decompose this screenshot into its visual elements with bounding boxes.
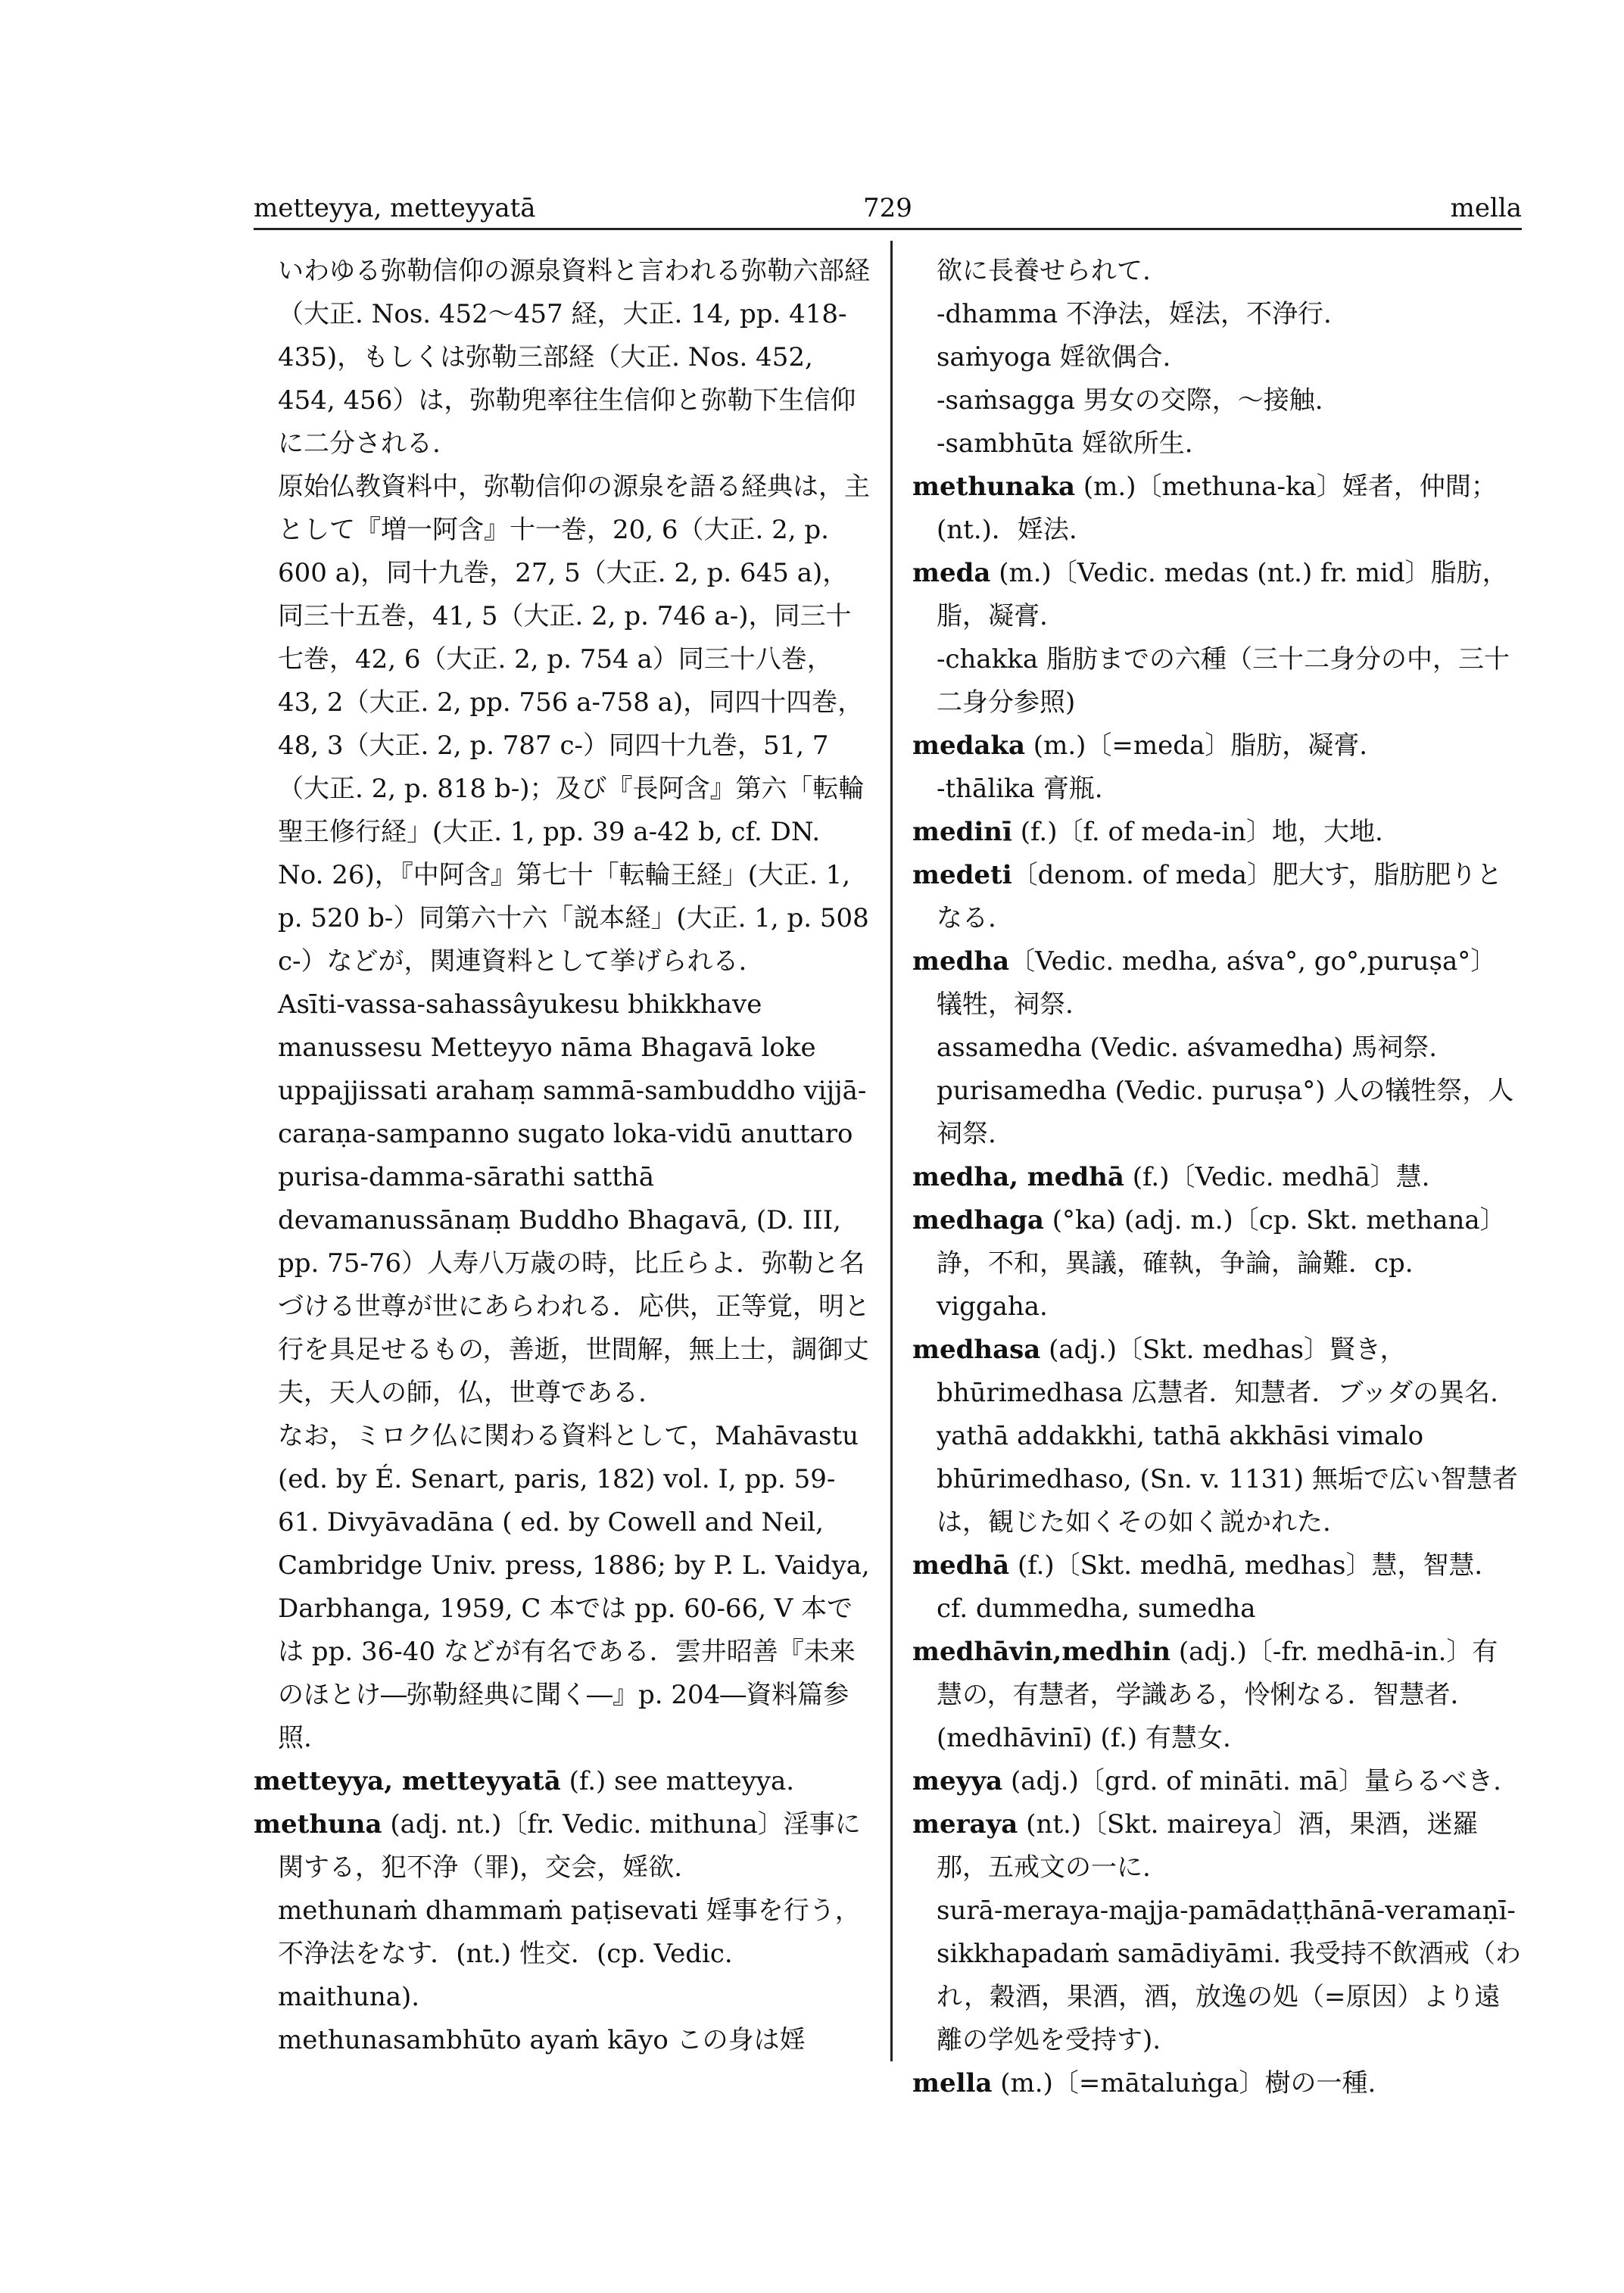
headword: medhāvin,medhin bbox=[912, 1637, 1171, 1667]
headword: medha bbox=[912, 946, 1010, 977]
headword: medhaga bbox=[912, 1205, 1044, 1235]
running-header bbox=[254, 193, 1522, 231]
entry-text: (adj.)〔-fr. medhā-in.〕有慧の，有慧者，学識ある，怜悧なる．智慧者．(medhāvinī) (f.) 有慧女. bbox=[937, 1637, 1498, 1753]
entry-text: (f.)〔f. of meda-in〕地，大地. bbox=[1011, 817, 1383, 847]
sub-entry: -chakka 脂肪までの六種（三十二身分の中，三十二身分参照) bbox=[937, 644, 1510, 718]
entry-text: (m.)〔Vedic. medas (nt.) fr. mid〕脂肪，脂，凝膏. bbox=[937, 558, 1508, 631]
sub-entry: -sambhūta 婬欲所生. bbox=[937, 428, 1193, 459]
sub-entry: methunaṁ dhammaṁ paṭisevati 婬事を行う，不浄法をなす．(nt.) 性交．(cp. Vedic. maithuna). bbox=[278, 1896, 861, 2012]
entry-text: (m.)〔=meda〕脂肪，凝膏. bbox=[1025, 731, 1368, 761]
headword: medhasa bbox=[912, 1335, 1041, 1365]
entry-text: (f.)〔Skt. medhā, medhas〕慧，智慧．cf. dummedha, sumedha bbox=[937, 1550, 1501, 1624]
dictionary-entry bbox=[912, 1803, 1522, 1890]
dictionary-entry bbox=[912, 940, 1522, 1027]
entry-text: 〔denom. of meda〕肥大す，脂肪肥りとなる. bbox=[937, 860, 1503, 933]
headword: mella bbox=[912, 2068, 993, 2098]
dictionary-entry bbox=[912, 2062, 1522, 2105]
dictionary-entry bbox=[912, 466, 1522, 552]
sub-entry: surā-meraya-majja-pamādaṭṭhānā-veramaṇī-sikkhapadaṁ samādiyāmi. 我受持不飲酒戒（われ，穀酒，果酒，酒，放逸の処（=原因）より遠離の学処を受持す). bbox=[937, 1896, 1521, 2055]
entry-text: (adj.)〔Skt. medhas〕賢き， bbox=[1040, 1335, 1406, 1365]
headword: medaka bbox=[912, 731, 1025, 761]
page-number: 729 bbox=[863, 193, 912, 223]
headword: medha, medhā bbox=[912, 1162, 1124, 1192]
column-divider bbox=[890, 241, 893, 2061]
headword: meraya bbox=[912, 1809, 1018, 1840]
headword: methunaka bbox=[912, 472, 1076, 502]
entry-text: (m.)〔=mātaluṅga〕樹の一種. bbox=[992, 2068, 1376, 2098]
dictionary-entry bbox=[912, 811, 1522, 854]
paragraph: 原始仏教資料中，弥勒信仰の源泉を語る経典は，主として『増一阿含』十一巻，20, 6（大正. 2, p. 600 a)，同十九巻，27, 5（大正. 2, p. 645 a)，同三十五巻，41, 5（大正. 2, p. 746 a-)，同三十七巻，42, 6（大正. 2, p. 754 a）同三十八巻，43, 2（大正. 2, pp. 756 a-758 a)，同四十四巻，48, 3（大正. 2, p. 787 c-）同四十九巻，51, 7（大正. 2, p. 818 b-)；及び『長阿含』第六「転輪聖王修行経」(大正. 1, pp. 39 a-42 b, cf. DN. No. 26)，『中阿含』第七十「転輪王経」(大正. 1, p. 520 b-）同第六十六「説本経」(大正. 1, p. 508 c-）などが，関連資料として挙げられる. bbox=[278, 472, 870, 977]
dictionary-entry bbox=[912, 552, 1522, 638]
headword: methuna bbox=[254, 1809, 382, 1840]
dictionary-entry bbox=[912, 854, 1522, 940]
dictionary-entry bbox=[912, 1631, 1522, 1760]
sub-entry: -dhamma 不浄法，婬法，不浄行. bbox=[937, 299, 1332, 329]
headword: meda bbox=[912, 558, 991, 588]
sub-entry: -saṁsagga 男女の交際，〜接触. bbox=[937, 385, 1323, 416]
right-column bbox=[912, 250, 1522, 2105]
entry-text: (m.)〔methuna-ka〕婬者，仲間；(nt.)．婬法. bbox=[937, 472, 1497, 545]
sub-entry: saṁyoga 婬欲偶合. bbox=[937, 342, 1171, 372]
dictionary-entry bbox=[912, 1760, 1522, 1803]
entry-text: (adj.)〔grd. of mināti. mā〕量らるべき. bbox=[1002, 1766, 1501, 1796]
left-column bbox=[254, 250, 871, 2062]
header-rule bbox=[254, 228, 1522, 230]
headword: medinī bbox=[912, 817, 1012, 847]
headword: meyya bbox=[912, 1766, 1003, 1796]
headword: metteyya, metteyyatā bbox=[254, 1766, 561, 1796]
entry-text: (adj. nt.)〔fr. Vedic. mithuna〕淫事に関する，犯不浄（罪)，交会，婬欲. bbox=[278, 1809, 861, 1883]
sub-entry: 欲に長養せられて. bbox=[937, 256, 1151, 286]
sub-entry: purisamedha (Vedic. puruṣa°) 人の犠牲祭，人祠祭. bbox=[937, 1076, 1514, 1149]
sub-entry: assamedha (Vedic. aśvamedha) 馬祠祭. bbox=[937, 1033, 1438, 1063]
sub-entry: bhūrimedhasa 広慧者．知慧者．ブッダの異名. bbox=[937, 1378, 1498, 1408]
entry-text: (f.)〔Vedic. medhā〕慧. bbox=[1124, 1162, 1430, 1192]
dictionary-entry bbox=[912, 1329, 1522, 1372]
dictionary-entry bbox=[912, 1544, 1522, 1631]
headword: medeti bbox=[912, 860, 1012, 890]
dictionary-entry bbox=[912, 724, 1522, 768]
dictionary-entry bbox=[912, 1199, 1522, 1329]
entry-text: 〔Vedic. medha, aśva°, go°,puruṣa°〕犠牲，祠祭. bbox=[937, 946, 1497, 1020]
sub-entry: yathā addakkhi, tathā akkhāsi vimalo bhūrimedhaso, (Sn. v. 1131) 無垢で広い智慧者は，観じた如くその如く説かれた. bbox=[937, 1421, 1518, 1537]
entry-text: (f.) see matteyya. bbox=[560, 1766, 795, 1796]
paragraph: いわゆる弥勒信仰の源泉資料と言われる弥勒六部経（大正. Nos. 452〜457 経，大正. 14, pp. 418-435)，もしくは弥勒三部経（大正. Nos. 452, 454, 456）は，弥勒兜率往生信仰と弥勒下生信仰に二分される. bbox=[278, 256, 870, 459]
entry-text: (°ka) (adj. m.)〔cp. Skt. methana〕諍，不和，異議，確執，争論，論難．cp. viggaha. bbox=[937, 1205, 1506, 1322]
paragraph: なお，ミロク仏に関わる資料として，Mahāvastu (ed. by É. Senart, paris, 182) vol. I, pp. 59-61. Divyāvadāna ( ed. by Cowell and Neil, Cambridge Univ. press, 1886; by P. L. Vaidya, Darbhanga, 1959, C 本では pp. 60-66, V 本では pp. 36-40 などが有名である．雲井昭善『未来のほとけ―弥勒経典に聞く―』p. 204―資料篇参照. bbox=[278, 1421, 870, 1753]
header-first-word: metteyya, metteyyatā bbox=[254, 193, 536, 223]
dictionary-entry bbox=[254, 1760, 871, 1803]
headword: medhā bbox=[912, 1550, 1010, 1581]
dictionary-entry bbox=[254, 1803, 871, 1890]
paragraph: Asīti-vassa-sahassâyukesu bhikkhave manussesu Metteyyo nāma Bhagavā loke uppajjissati arahaṃ sammā-sambuddho vijjā-caraṇa-sampanno sugato loka-vidū anuttaro purisa-damma-sārathi satthā devamanussānaṃ Buddho Bhagavā, (D. III, pp. 75-76）人寿八万歳の時，比丘らよ．弥勒と名づける世尊が世にあらわれる．応供，正等覚，明と行を具足せるもの，善逝，世間解，無上士，調御丈夫，天人の師，仏，世尊である. bbox=[278, 989, 870, 1408]
dictionary-entry bbox=[912, 1156, 1522, 1199]
sub-entry: methunasambhūto ayaṁ kāyo この身は婬 bbox=[278, 2025, 806, 2055]
header-last-word: mella bbox=[1450, 193, 1522, 223]
entry-text: (nt.)〔Skt. maireya〕酒，果酒，迷羅那，五戒文の一に. bbox=[937, 1809, 1479, 1883]
sub-entry: -thālika 膏瓶. bbox=[937, 774, 1103, 804]
